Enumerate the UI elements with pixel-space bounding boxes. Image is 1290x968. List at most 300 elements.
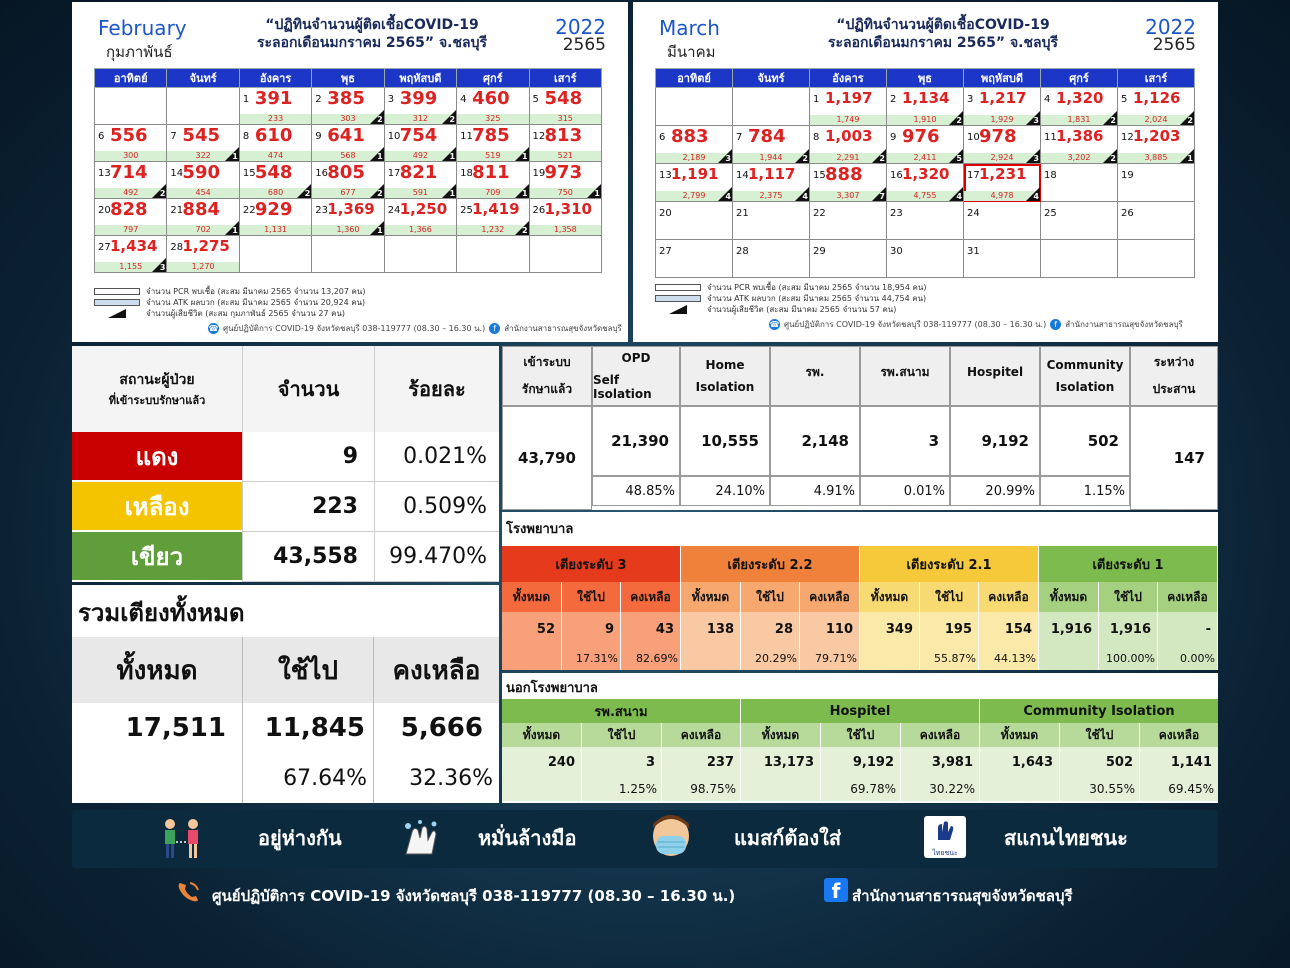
legend-swatch xyxy=(655,284,701,291)
system-header: OPD Self Isolation xyxy=(592,346,680,406)
calendar-day xyxy=(887,202,964,240)
calendar-day xyxy=(312,125,384,162)
day-number: 13 xyxy=(98,168,111,179)
march-calendar xyxy=(633,2,1218,342)
bed-column-header: คงเหลือ xyxy=(1158,582,1218,612)
day-number: 6 xyxy=(659,132,666,143)
day-number: 23 xyxy=(890,208,903,219)
calendar-day xyxy=(529,199,601,236)
day-number: 3 xyxy=(967,94,974,105)
distance-label: อยู่ห่างกัน xyxy=(258,826,342,850)
bed-column-header: คงเหลือ xyxy=(800,582,860,612)
atk-count: 519 xyxy=(457,151,528,161)
system-percent: 0.01% xyxy=(860,476,950,506)
day-number: 15 xyxy=(813,170,826,181)
outside-value: 13,173 xyxy=(741,747,821,777)
atk-count: 3,885 xyxy=(1118,153,1194,163)
calendar-day xyxy=(384,88,456,125)
calendar-day xyxy=(239,88,311,125)
atk-count: 521 xyxy=(530,151,601,161)
atk-count: 474 xyxy=(240,151,311,161)
beds-used-percent: 67.64% xyxy=(243,753,374,803)
bed-value: 9 xyxy=(562,612,621,646)
pcr-count: 1,003 xyxy=(825,127,873,145)
prevention-bar xyxy=(72,810,1218,868)
mask-label: แมสก์ต้องใส่ xyxy=(734,826,842,850)
day-number: 24 xyxy=(967,208,980,219)
day-number: 11 xyxy=(1044,132,1057,143)
system-value: 2,148 xyxy=(770,406,860,476)
outside-column-header: ทั้งหมด xyxy=(980,723,1060,747)
outside-percent: 30.22% xyxy=(901,777,980,801)
status-percent: 99.470% xyxy=(374,532,499,582)
day-number: 19 xyxy=(1121,170,1134,181)
calendar-day xyxy=(887,88,964,126)
day-number: 14 xyxy=(170,168,184,179)
calendar-grid xyxy=(94,68,602,273)
atk-count: 797 xyxy=(95,225,166,235)
day-number: 11 xyxy=(460,131,473,142)
calendar-day xyxy=(529,162,601,199)
pcr-count: 785 xyxy=(472,125,510,146)
atk-count: 750 xyxy=(530,188,601,198)
calendar-day xyxy=(529,88,601,125)
pcr-count: 1,203 xyxy=(1133,127,1181,145)
system-header: Community Isolation xyxy=(1040,346,1130,406)
day-number: 8 xyxy=(242,131,250,142)
bed-column-header: ทั้งหมด xyxy=(860,582,920,612)
hotline-text: ศูนย์ปฏิบัติการ COVID-19 จังหวัดชลบุรี 038-119777 (08.30 – 16.30 น.) xyxy=(212,887,736,905)
day-number: 7 xyxy=(170,131,177,142)
system-value: 3 xyxy=(860,406,950,476)
bed-value: 349 xyxy=(860,612,920,646)
atk-count: 568 xyxy=(312,151,383,161)
bed-percent xyxy=(860,646,920,670)
calendar-fb: สำนักงานสาธารณสุขจังหวัดชลบุรี xyxy=(504,324,622,333)
day-number: 3 xyxy=(387,94,395,105)
calendar-day xyxy=(312,88,384,125)
calendar-day xyxy=(1041,88,1118,126)
weekday-header: พฤหัสบดี xyxy=(964,69,1041,88)
calendar-day xyxy=(810,88,887,126)
outside-column-header: คงเหลือ xyxy=(901,723,980,747)
day-number: 22 xyxy=(242,205,256,216)
day-number: 10 xyxy=(967,132,980,143)
calendar-day xyxy=(656,240,733,278)
pcr-count: 1,197 xyxy=(825,89,873,107)
calendar-day xyxy=(964,164,1041,202)
death-count: 1 xyxy=(594,189,600,198)
atk-count: 4,978 xyxy=(964,191,1040,201)
death-count: 7 xyxy=(879,192,885,201)
bed-percent: 55.87% xyxy=(920,646,979,670)
day-number: 22 xyxy=(813,208,826,219)
distance-icon xyxy=(160,818,204,860)
bed-level-header: เตียงระดับ 2.2 xyxy=(681,546,860,582)
bed-level-header: เตียงระดับ 3 xyxy=(502,546,681,582)
beds-total-blank xyxy=(72,753,243,803)
death-count: 4 xyxy=(1033,192,1039,201)
calendar-day xyxy=(1118,240,1195,278)
day-number: 20 xyxy=(98,205,111,216)
outside-percent xyxy=(980,777,1060,801)
status-count: 9 xyxy=(242,432,374,482)
pcr-count: 813 xyxy=(544,125,583,146)
pcr-count: 610 xyxy=(254,125,293,146)
weekday-header: เสาร์ xyxy=(529,69,601,88)
death-count: 3 xyxy=(725,154,731,163)
bed-column-header: ทั้งหมด xyxy=(502,582,562,612)
calendar-day xyxy=(733,88,810,126)
day-number: 28 xyxy=(170,242,184,253)
pcr-count: 556 xyxy=(110,125,148,146)
calendar-day xyxy=(167,199,239,236)
calendar-day xyxy=(312,162,384,199)
day-number: 30 xyxy=(890,246,903,257)
day-number: 21 xyxy=(170,205,184,216)
facebook-icon: f xyxy=(1050,319,1061,330)
weekday-header: อาทิตย์ xyxy=(95,69,167,88)
legend-text: จำนวน ATK ผลบวก (สะสม มีนาคม 2565 จำนวน 44,754 คน) xyxy=(707,294,927,303)
death-count: 4 xyxy=(725,192,731,201)
calendar-day xyxy=(384,236,456,273)
death-count: 1 xyxy=(377,226,383,235)
atk-count: 1,360 xyxy=(312,225,383,235)
day-number: 17 xyxy=(967,170,980,181)
death-count: 2 xyxy=(1110,154,1116,163)
pcr-count: 784 xyxy=(748,126,786,147)
death-count: 2 xyxy=(449,115,456,124)
pcr-count: 548 xyxy=(544,88,583,109)
facebook-icon: f xyxy=(489,323,500,334)
phone-icon: ☎ xyxy=(769,320,780,329)
atk-count: 492 xyxy=(385,151,456,161)
system-percent: 20.99% xyxy=(950,476,1040,506)
outside-percent: 69.45% xyxy=(1140,777,1218,801)
day-number: 31 xyxy=(967,246,980,257)
bed-column-header: ใช้ไป xyxy=(1099,582,1158,612)
bed-value: 28 xyxy=(741,612,800,646)
bed-percent xyxy=(1039,646,1099,670)
day-number: 9 xyxy=(890,132,897,143)
calendar-day xyxy=(167,162,239,199)
death-count: 2 xyxy=(304,189,311,198)
calendar-year: 2022 2565 xyxy=(1145,15,1196,55)
calendar-day xyxy=(656,164,733,202)
outside-group-header: Community Isolation xyxy=(980,699,1218,723)
calendar-footer xyxy=(204,322,622,335)
day-number: 29 xyxy=(813,246,826,257)
outside-group-header: Hospitel xyxy=(741,699,980,723)
facebook-page-link[interactable]: สำนักงานสาธารณสุขจังหวัดชลบุรี xyxy=(852,887,1073,905)
day-number: 16 xyxy=(890,170,903,181)
legend-swatch xyxy=(94,288,140,295)
atk-count: 315 xyxy=(530,114,601,124)
phone-icon: ☎ xyxy=(208,324,219,333)
pcr-count: 805 xyxy=(327,162,365,183)
outside-percent: 98.75% xyxy=(662,777,741,801)
legend-row xyxy=(655,304,1183,315)
status-label: เหลือง xyxy=(72,482,242,532)
bed-summary-title: รวมเตียงทั้งหมด xyxy=(78,599,245,627)
death-count: 4 xyxy=(956,192,962,201)
day-number: 15 xyxy=(242,168,256,179)
day-number: 18 xyxy=(1044,170,1057,181)
legend-text: จำนวนผู้เสียชีวิต (สะสม กุมภาพันธ์ 2565 จำนวน 27 คน) xyxy=(146,309,346,318)
pcr-count: 888 xyxy=(825,164,863,185)
bed-column-header: คงเหลือ xyxy=(979,582,1039,612)
day-number: 1 xyxy=(813,94,820,105)
calendar-legend xyxy=(655,282,1183,331)
pcr-count: 714 xyxy=(110,162,148,183)
pcr-count: 1,320 xyxy=(902,165,950,183)
atk-count: 1,358 xyxy=(530,225,601,235)
facebook-icon[interactable]: f xyxy=(824,878,848,902)
pcr-count: 391 xyxy=(254,88,293,109)
beds-used-value: 11,845 xyxy=(243,703,374,753)
weekday-header: พุธ xyxy=(887,69,964,88)
bed-value: 195 xyxy=(920,612,979,646)
calendar-day xyxy=(239,236,311,273)
atk-count: 1,929 xyxy=(964,115,1040,125)
outside-value: 1,643 xyxy=(980,747,1060,777)
pcr-count: 976 xyxy=(902,126,940,147)
day-number: 20 xyxy=(659,208,672,219)
pcr-count: 1,434 xyxy=(110,237,158,255)
system-value: 10,555 xyxy=(680,406,770,476)
bed-percent: 82.69% xyxy=(621,646,681,670)
calendar-day xyxy=(95,88,167,125)
day-number: 16 xyxy=(315,168,328,179)
hospital-beds xyxy=(502,512,1218,670)
status-count: 223 xyxy=(242,482,374,532)
count-header: จำนวน xyxy=(242,346,374,432)
day-number: 2 xyxy=(315,94,322,105)
pcr-count: 1,126 xyxy=(1133,89,1181,107)
pcr-count: 385 xyxy=(327,88,365,109)
day-number: 12 xyxy=(1121,132,1134,143)
calendar-day xyxy=(529,125,601,162)
pcr-count: 978 xyxy=(979,126,1017,147)
system-header: ระหว่าง ประสาน xyxy=(1130,346,1218,406)
system-total: 43,790 xyxy=(502,406,592,510)
calendar-day xyxy=(1118,202,1195,240)
calendar-day xyxy=(167,125,239,162)
outside-percent xyxy=(502,777,582,801)
day-number: 10 xyxy=(387,131,401,142)
status-label: แดง xyxy=(72,432,242,482)
pcr-count: 973 xyxy=(544,162,583,183)
day-number: 28 xyxy=(736,246,749,257)
outside-percent: 30.55% xyxy=(1060,777,1140,801)
pcr-count: 1,191 xyxy=(671,165,719,183)
death-count: 2 xyxy=(377,115,383,124)
weekday-header: พฤหัสบดี xyxy=(384,69,456,88)
calendar-day xyxy=(167,88,239,125)
outside-value: 240 xyxy=(502,747,582,777)
weekday-header: พุธ xyxy=(312,69,384,88)
system-percent: 1.15% xyxy=(1040,476,1130,506)
atk-count: 2,799 xyxy=(656,191,732,201)
outside-column-header: คงเหลือ xyxy=(1140,723,1218,747)
day-number: 12 xyxy=(532,131,546,142)
day-number: 23 xyxy=(315,205,328,216)
calendar-day xyxy=(384,199,456,236)
atk-count: 680 xyxy=(240,188,311,198)
calendar-hotline: ศูนย์ปฏิบัติการ COVID-19 จังหวัดชลบุรี 038-119777 (08.30 – 16.30 น.) xyxy=(223,324,486,333)
calendar-day xyxy=(95,236,167,273)
calendar-day xyxy=(239,199,311,236)
outside-value: 3 xyxy=(582,747,662,777)
legend-swatch xyxy=(655,305,701,314)
legend-text: จำนวน ATK ผลบวก (สะสม มีนาคม 2565 จำนวน 20,924 คน) xyxy=(146,298,366,307)
calendar-day xyxy=(733,126,810,164)
death-count: 5 xyxy=(956,154,962,163)
patient-status-table xyxy=(72,346,499,582)
atk-count: 1,944 xyxy=(733,153,809,163)
status-header: สถานะผู้ป่วย ที่เข้าระบบรักษาแล้ว xyxy=(72,346,242,432)
calendar-day xyxy=(1041,164,1118,202)
bed-value: 52 xyxy=(502,612,562,646)
hospital-section-title: โรงพยาบาล xyxy=(506,522,574,537)
atk-count: 1,155 xyxy=(95,262,166,272)
handwash-icon xyxy=(398,818,442,860)
death-count: 3 xyxy=(1033,154,1039,163)
bed-summary xyxy=(72,585,499,803)
death-count: 1 xyxy=(1187,154,1193,163)
calendar-day xyxy=(1118,88,1195,126)
day-number: 7 xyxy=(736,132,743,143)
day-number: 24 xyxy=(387,205,401,216)
atk-count: 300 xyxy=(95,151,166,161)
bed-percent xyxy=(502,646,562,670)
calendar-day xyxy=(457,125,529,162)
day-number: 8 xyxy=(813,132,820,143)
weekday-header: อังคาร xyxy=(239,69,311,88)
atk-count: 591 xyxy=(385,188,456,198)
status-label: เขียว xyxy=(72,532,242,582)
pcr-count: 828 xyxy=(110,199,148,220)
atk-count: 2,411 xyxy=(887,153,963,163)
atk-count: 2,291 xyxy=(810,153,886,163)
day-number: 13 xyxy=(659,170,672,181)
calendar-day xyxy=(810,202,887,240)
month-name: March xyxy=(659,16,720,40)
day-number: 4 xyxy=(1044,94,1051,105)
day-number: 21 xyxy=(736,208,749,219)
atk-count: 1,270 xyxy=(167,262,238,272)
day-number: 14 xyxy=(736,170,749,181)
system-header: Home Isolation xyxy=(680,346,770,406)
atk-count: 322 xyxy=(167,151,238,161)
thaichana-text: ไทยชนะ xyxy=(932,849,958,857)
bed-column-header: ทั้งหมด xyxy=(1039,582,1099,612)
system-header: Hospitel xyxy=(950,346,1040,406)
bed-level-header: เตียงระดับ 1 xyxy=(1039,546,1218,582)
system-pending: 147 xyxy=(1130,406,1218,510)
month-name: February xyxy=(98,16,187,40)
day-number: 4 xyxy=(460,94,467,105)
calendar-day xyxy=(1118,126,1195,164)
atk-count: 2,924 xyxy=(964,153,1040,163)
status-count: 43,558 xyxy=(242,532,374,582)
beds-used-header: ใช้ไป xyxy=(243,637,374,703)
pcr-count: 1,134 xyxy=(902,89,950,107)
bed-value: 1,916 xyxy=(1039,612,1099,646)
outside-percent xyxy=(741,777,821,801)
pcr-count: 1,419 xyxy=(472,200,520,218)
day-number: 18 xyxy=(460,168,473,179)
calendar-day xyxy=(457,162,529,199)
calendar-day xyxy=(95,125,167,162)
pcr-count: 754 xyxy=(399,125,438,146)
day-number: 17 xyxy=(387,168,401,179)
death-count: 1 xyxy=(232,152,238,161)
bed-percent: 20.29% xyxy=(741,646,800,670)
bed-value: - xyxy=(1158,612,1218,646)
atk-count: 1,131 xyxy=(240,225,311,235)
system-value: 9,192 xyxy=(950,406,1040,476)
death-count: 2 xyxy=(802,154,808,163)
atk-count: 709 xyxy=(457,188,528,198)
system-percent: 48.85% xyxy=(592,476,680,506)
calendar-year: 2022 2565 xyxy=(555,15,606,55)
calendar-day xyxy=(887,164,964,202)
atk-count: 1,366 xyxy=(385,225,456,235)
pcr-count: 1,320 xyxy=(1056,89,1104,107)
day-number: 9 xyxy=(315,131,322,142)
death-count: 3 xyxy=(1033,116,1039,125)
system-value: 502 xyxy=(1040,406,1130,476)
calendar-day xyxy=(887,240,964,278)
system-percent: 4.91% xyxy=(770,476,860,506)
bed-value: 154 xyxy=(979,612,1039,646)
death-count: 1 xyxy=(449,152,456,161)
bed-column-header: ใช้ไป xyxy=(920,582,979,612)
pcr-count: 548 xyxy=(254,162,293,183)
atk-count: 4,755 xyxy=(887,191,963,201)
calendar-day xyxy=(810,240,887,278)
calendar-day xyxy=(1041,202,1118,240)
beds-total-value: 17,511 xyxy=(72,703,243,753)
pcr-count: 883 xyxy=(671,126,709,147)
death-count: 1 xyxy=(232,226,238,235)
bed-value: 1,916 xyxy=(1099,612,1158,646)
day-number: 26 xyxy=(532,205,546,216)
outside-value: 237 xyxy=(662,747,741,777)
pcr-count: 884 xyxy=(182,199,220,220)
calendar-day xyxy=(1041,240,1118,278)
day-number: 27 xyxy=(98,242,111,253)
pcr-count: 641 xyxy=(327,125,365,146)
calendar-day xyxy=(239,162,311,199)
atk-count: 312 xyxy=(385,114,456,124)
day-number: 6 xyxy=(98,131,105,142)
calendar-day xyxy=(95,162,167,199)
scan-label: สแกนไทยชนะ xyxy=(1004,826,1128,850)
calendar-day xyxy=(964,240,1041,278)
calendar-day xyxy=(964,88,1041,126)
atk-count: 1,232 xyxy=(457,225,528,235)
pcr-count: 1,386 xyxy=(1056,127,1104,145)
bed-column-header: คงเหลือ xyxy=(621,582,681,612)
legend-swatch xyxy=(94,299,140,306)
atk-count: 702 xyxy=(167,225,238,235)
outside-hospital-beds xyxy=(502,673,1218,803)
calendar-day xyxy=(810,126,887,164)
outside-column-header: ใช้ไป xyxy=(821,723,901,747)
pcr-count: 1,310 xyxy=(544,200,592,218)
